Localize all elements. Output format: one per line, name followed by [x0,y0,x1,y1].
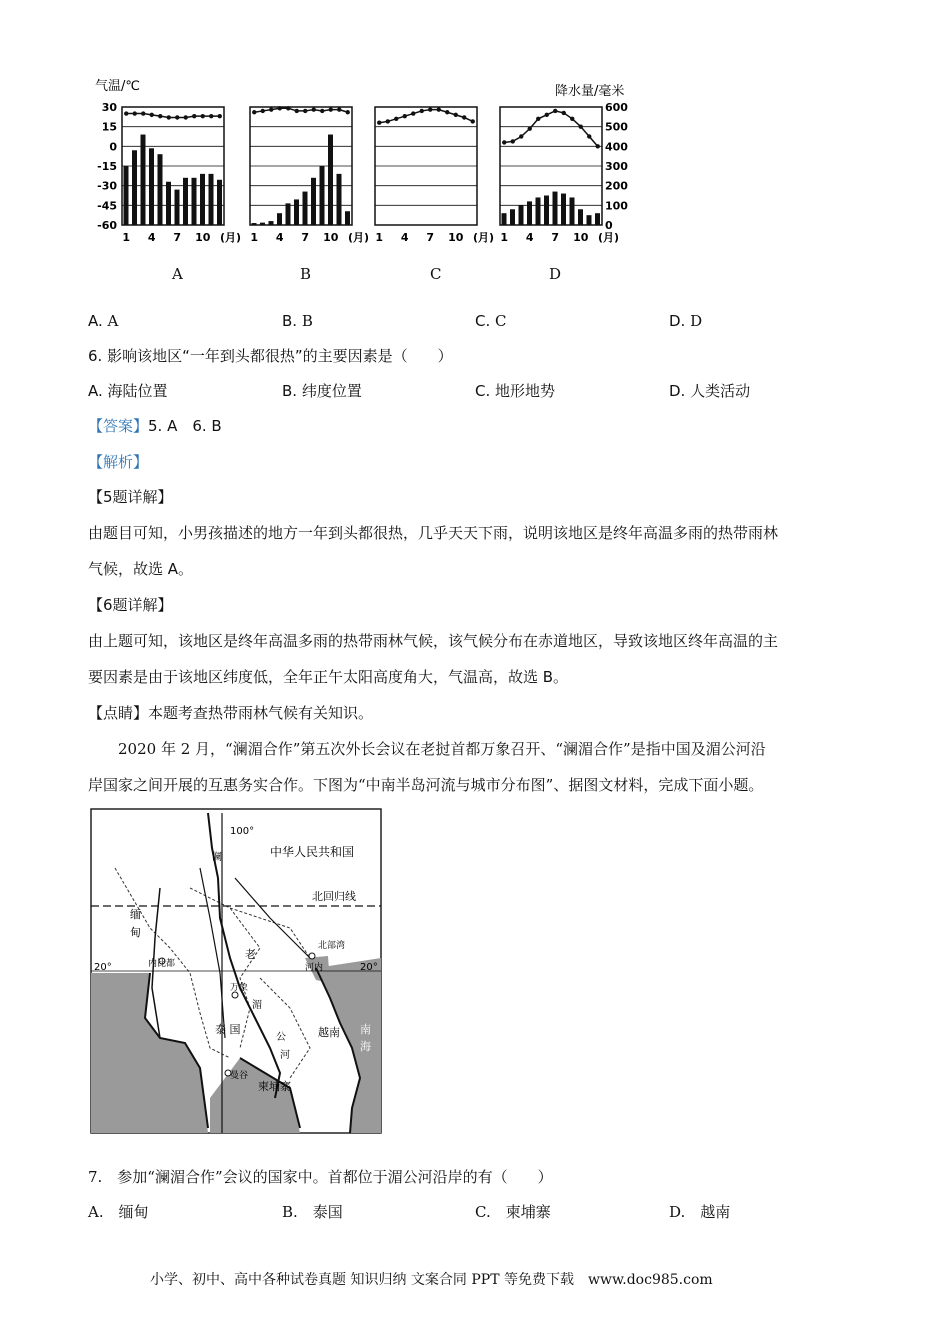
month-unit-label: (月) [348,231,370,244]
precip-bar [527,201,532,225]
option-key: B. [282,312,298,330]
temp-point [562,111,566,115]
temp-point [269,107,273,111]
label-bangkok: 曼谷 [230,1071,249,1081]
label-mekong-3: 河 [280,1050,290,1061]
precip-bar [175,190,180,225]
temp-point [386,119,390,123]
temp-axis-title: 气温/℃ [95,79,140,94]
temp-point [519,134,523,138]
label-south-sea-2: 海 [360,1040,371,1053]
precip-bar [303,192,308,225]
comment-tag: 【点睛】 [88,704,149,722]
option-value: C [495,312,507,330]
temp-point [218,114,222,118]
temp-point [462,115,466,119]
precip-bar [510,209,515,225]
temp-line [379,110,473,123]
temp-line [126,114,220,118]
month-tick-label: 1 [122,231,131,244]
precip-bar [260,223,265,225]
precip-bar [269,221,274,225]
q6-option-c[interactable]: C. 地形地势 [475,382,556,400]
indochina-map [90,808,382,1134]
temp-point [286,106,290,110]
precip-bar [200,174,205,225]
option-value: B [301,312,313,330]
passage-line-2: 岸国家之间开展的互惠务实合作。下图为“中南半岛河流与城市分布图”、据图文材料，完成下面小题。 [88,776,764,794]
q5-option-b[interactable] [282,311,313,331]
climate-charts-figure [85,75,645,290]
panel-label-b: B [300,265,312,283]
precip-bar [149,148,154,225]
temp-point [511,139,515,143]
precip-axis-title: 降水量/毫米 [555,84,625,99]
temp-point [192,114,196,118]
temp-point [133,111,137,115]
q6-option-b[interactable]: B. 纬度位置 [282,382,362,400]
temp-point [167,115,171,119]
precip-bar [183,178,188,225]
precip-bar [502,213,507,225]
climate-panels [122,106,619,244]
temp-point [346,110,350,114]
option-value: A [107,312,119,330]
temp-point [261,109,265,113]
precip-bar [595,213,600,225]
temp-point [502,140,506,144]
q5-option-c[interactable] [475,311,507,331]
precip-tick-label: 100 [605,199,628,213]
temp-point [201,114,205,118]
temp-point [320,109,324,113]
temp-point [295,109,299,113]
page-footer: 小学、初中、高中各种试卷真题 知识归纳 文案合同 PPT 等免费下载 www.doc985.com [150,1272,713,1288]
precip-bar [320,166,325,225]
label-mekong-1: 湄 [252,1000,262,1011]
month-tick-label: 4 [400,231,409,244]
label-20-left: 20° [94,962,112,973]
precip-bar [124,166,129,225]
label-20-right: 20° [360,962,378,973]
month-tick-label: 10 [323,231,339,244]
temp-point [209,114,213,118]
temp-point [454,113,458,117]
temp-point [312,107,316,111]
label-myanmar-1: 缅 [130,908,141,921]
temp-point [536,117,540,121]
temp-point [445,110,449,114]
panel-label-d: D [549,265,562,283]
label-vientiane: 万象 [230,983,249,993]
climate-panel [122,107,241,244]
temp-point [377,121,381,125]
climate-panel [375,107,494,244]
temp-point [528,126,532,130]
month-unit-label: (月) [598,231,620,244]
temp-tick-label: 30 [101,101,117,114]
precip-bar [561,194,566,225]
q7-option-b[interactable]: B. 泰国 [282,1203,343,1221]
comment-text: 本题考查热带雨林气候有关知识。 [148,704,374,722]
q6-option-d[interactable]: D. 人类活动 [669,382,751,400]
panel-label-a: A [172,265,183,283]
temp-point [411,111,415,115]
temp-point [141,111,145,115]
precip-bar [519,205,524,225]
temp-point [403,114,407,118]
month-tick-label: 10 [573,231,589,244]
temp-point [428,107,432,111]
temp-line [504,111,598,146]
temp-point [303,109,307,113]
temperature-ticks [97,101,117,232]
temp-point [420,109,424,113]
answer-tag: 【答案】 [88,417,149,435]
temp-point [570,117,574,121]
q6-detail-line-1: 由上题可知，该地区是终年高温多雨的热带雨林气候，该气候分布在赤道地区，导致该地区终年高温的主 [88,632,779,650]
precip-bar [158,154,163,225]
q7-stem: 7. 参加“澜湄合作”会议的国家中。首都位于湄公河沿岸的有（ ） [88,1168,553,1186]
month-tick-label: 10 [195,231,211,244]
month-tick-label: 7 [426,231,435,244]
temp-point [337,107,341,111]
q6-detail-title: 【6题详解】 [88,596,173,614]
label-tropic: 北回归线 [312,890,356,903]
temp-tick-label: -45 [97,199,117,213]
q7-option-c[interactable]: C. 柬埔寨 [475,1203,551,1221]
month-tick-label: 7 [173,231,182,244]
label-hanoi: 河内 [305,963,324,973]
precip-bar [252,223,257,225]
label-100: 100° [230,826,255,837]
temp-tick-label: -30 [97,179,117,193]
temp-tick-label: 0 [109,140,117,154]
analysis-tag: 【解析】 [88,453,149,471]
label-naypyidaw: 内比都 [148,959,176,969]
temp-tick-label: 15 [101,120,117,134]
month-unit-label: (月) [473,231,495,244]
precip-bar [141,135,146,225]
label-lancang: 澜 [212,852,222,863]
temp-point [278,106,282,110]
precip-bar [286,203,291,225]
precip-tick-label: 400 [605,140,628,154]
temp-point [184,115,188,119]
option-key: A. [88,312,103,330]
precip-bar [345,211,350,225]
precip-bar [311,178,316,225]
precip-bar [328,135,333,225]
option-value: D [690,312,703,330]
city-hanoi [309,953,315,959]
q6-detail-line-2: 要因素是由于该地区纬度低，全年正午太阳高度角大，气温高，故选 B。 [88,668,569,686]
label-thailand: 泰 国 [215,1023,241,1036]
month-tick-label: 1 [500,231,509,244]
q5-detail-line-2: 气候，故选 A。 [88,560,194,578]
precipitation-ticks [605,101,628,232]
precip-tick-label: 600 [605,101,628,114]
month-tick-label: 10 [448,231,464,244]
label-china: 中华人民共和国 [270,845,355,859]
temp-point [596,144,600,148]
precip-bar [192,178,197,225]
temp-point [553,109,557,113]
month-unit-label: (月) [220,231,242,244]
temp-tick-label: -15 [97,160,117,173]
month-tick-label: 7 [551,231,560,244]
precip-bar [536,197,541,225]
month-tick-label: 1 [250,231,259,244]
option-key: C. [475,312,491,330]
temp-point [545,113,549,117]
month-tick-label: 1 [375,231,384,244]
q5-detail-title: 【5题详解】 [88,488,173,506]
temp-point [471,119,475,123]
label-mekong-2: 公 [276,1032,286,1043]
precip-bar [570,197,575,225]
precip-bar [544,196,549,226]
panel-label-c: C [430,265,442,283]
precip-bar [587,215,592,225]
label-beibu: 北部湾 [318,941,346,951]
month-tick-label: 4 [275,231,284,244]
label-laos: 老 [245,948,256,961]
label-vietnam: 越南 [318,1026,340,1039]
precip-bar [553,192,558,225]
precip-tick-label: 0 [605,219,613,232]
month-tick-label: 7 [301,231,310,244]
label-cambodia: 柬埔寨 [258,1080,291,1093]
temp-point [579,124,583,128]
temp-point [158,114,162,118]
climate-panel [500,107,619,244]
label-south-sea-1: 南 [360,1023,371,1036]
temp-point [437,107,441,111]
temp-line [254,108,348,112]
q6-option-a[interactable]: A. 海陆位置 [88,382,168,400]
label-myanmar-2: 甸 [130,926,141,939]
q7-option-a[interactable]: A. 缅甸 [88,1203,149,1221]
temp-point [587,134,591,138]
answer-text: 5. A 6. B [148,417,222,435]
month-tick-label: 4 [525,231,534,244]
month-tick-label: 4 [147,231,156,244]
temp-point [329,107,333,111]
precip-bar [578,209,583,225]
precip-bar [337,174,342,225]
q6-stem: 6. 影响该地区“一年到头都很热”的主要因素是（ ） [88,347,453,365]
temp-point [252,110,256,114]
q5-option-a[interactable] [88,311,118,331]
temp-point [124,111,128,115]
precip-tick-label: 500 [605,120,628,134]
precip-bar [294,199,299,225]
precip-bar [166,182,171,225]
precip-bar [132,150,137,225]
precip-tick-label: 200 [605,179,628,193]
precip-tick-label: 300 [605,160,628,173]
climate-panel [250,106,369,244]
q5-option-d[interactable] [669,311,702,331]
temp-tick-label: -60 [97,219,117,232]
option-key: D. [669,312,686,330]
precip-bar [209,174,214,225]
q7-option-d[interactable]: D. 越南 [669,1203,731,1221]
q5-detail-line-1: 由题目可知，小男孩描述的地方一年到头都很热，几乎天天下雨，说明该地区是终年高温多雨的热带雨林 [88,524,779,542]
temp-point [394,117,398,121]
precip-bar [217,180,222,225]
passage-line-1: 2020 年 2 月，“澜湄合作”第五次外长会议在老挝首都万象召开、“澜湄合作”是指中国及湄公河沿 [118,740,766,758]
answer-line [88,416,222,436]
comment-line [88,703,373,723]
temp-point [150,113,154,117]
temp-point [175,115,179,119]
precip-bar [277,213,282,225]
